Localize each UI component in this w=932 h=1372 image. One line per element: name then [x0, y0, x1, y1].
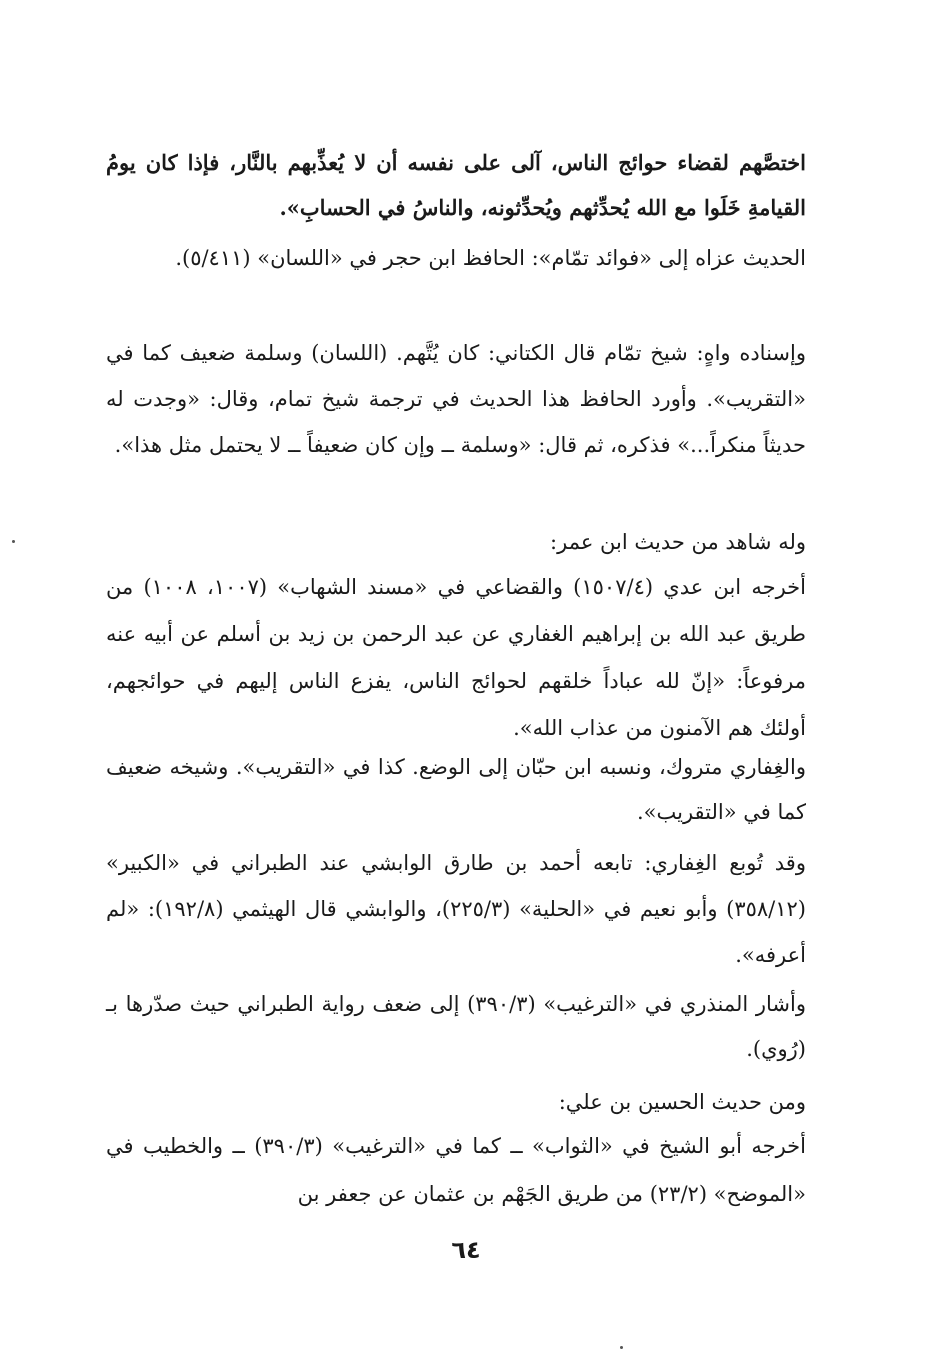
- page-number: ٦٤: [451, 1236, 481, 1264]
- paragraph-mundhiri: [106, 982, 806, 1072]
- scan-speck: [12, 540, 15, 543]
- paragraph-text: أخرجه ابن عدي (١٥٠٧/٤) والقضاعي في «مسند الشهاب» (١٠٠٧، ١٠٠٨) من طريق عبد الله بن إبراهيم الغفاري عن عبد الرحمن بن زيد بن أسلم عن أبيه عنه مرفوعاً: «إنّ لله عباداً خلقهم لحوائج الناس، يفزع الناس إليهم في حوائجهم، أولئك هم الآمنون من عذاب الله».: [106, 575, 806, 740]
- paragraph-attribution: [106, 235, 806, 282]
- paragraph-text: وأشار المنذري في «الترغيب» (٣٩٠/٣) إلى ضعف رواية الطبراني حيث صدّرها بـ (رُوي).: [106, 992, 806, 1061]
- paragraph-witness-ibn-umar: [106, 520, 806, 565]
- paragraph-ghifari: [106, 745, 806, 835]
- scan-speck: [620, 1346, 623, 1349]
- paragraph-text: الحديث عزاه إلى «فوائد تمّام»: الحافظ ابن حجر في «اللسان» (٥/٤١١).: [175, 246, 806, 270]
- paragraph-takhrij-abu-shaykh: [106, 1122, 806, 1218]
- paragraph-text: وله شاهد من حديث ابن عمر:: [550, 530, 806, 554]
- paragraph-text: وقد تُوبع الغِفاري: تابعه أحمد بن طارق الوابشي عند الطبراني في «الكبير» (٣٥٨/١٢) وأبو نعيم في «الحلية» (٢٢٥/٣)، والوابشي قال الهيثمي (١٩٢/٨): «لم أعرفه».: [106, 851, 806, 967]
- paragraph-text: والغِفاري متروك، ونسبه ابن حبّان إلى الوضع. كذا في «التقريب». وشيخه ضعيف كما في «التقريب».: [106, 755, 806, 824]
- paragraph-isnad-critique: [106, 330, 806, 468]
- paragraph-text: ومن حديث الحسين بن علي:: [558, 1090, 806, 1114]
- paragraph-text: أخرجه أبو الشيخ في «الثواب» ــ كما في «الترغيب» (٣٩٠/٣) ــ والخطيب في «الموضح» (٢٣/٢) من طريق الجَهْم بن عثمان عن جعفر بن: [106, 1134, 806, 1206]
- paragraph-text: اختصَّهم لقضاء حوائج الناس، آلى على نفسه أن لا يُعذِّبهم بالنَّار، فإذا كان يومُ القيامةِ خَلَوا مع الله يُحدِّثهم ويُحدِّثونه، والناسُ في الحسابِ».: [106, 150, 806, 220]
- paragraph-witness-husayn: [106, 1080, 806, 1125]
- paragraph-hadith-ending: [106, 140, 806, 230]
- paragraph-text: وإسناده واهٍ: شيخ تمّام قال الكتاني: كان يُتَّهم. (اللسان) وسلمة ضعيف كما في «التقريب». وأورد الحافظ هذا الحديث في ترجمة شيخ تمام، وقال: «وجدت له حديثاً منكراً...» فذكره، ثم قال: «وسلمة ــ وإن كان ضعيفاً ــ لا يحتمل مثل هذا».: [106, 341, 806, 457]
- paragraph-mutabaah: [106, 840, 806, 978]
- paragraph-takhrij-ibn-adi: [106, 564, 806, 752]
